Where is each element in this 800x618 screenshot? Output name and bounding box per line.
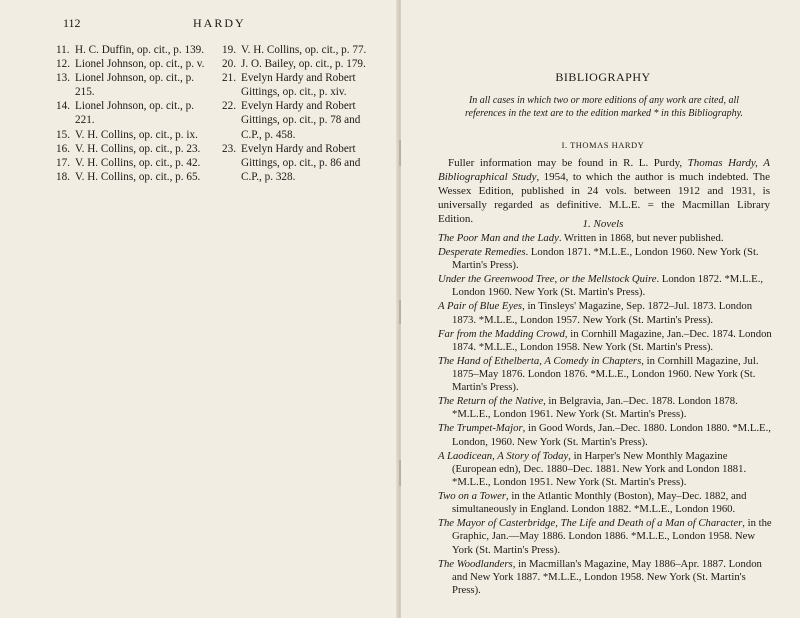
footnote-number: 13. bbox=[56, 72, 70, 85]
entry-title: Two on a Tower bbox=[438, 490, 507, 503]
page-number: 112 bbox=[63, 16, 81, 30]
entry-details: , in Belgravia, Jan.–Dec. 1878. London 1878. *M.L.E., London 1961. New York (St. Martin's Press). bbox=[452, 395, 738, 421]
intro-paragraph bbox=[438, 156, 770, 226]
footnote-text: Evelyn Hardy and Robert Gittings, op. cit., p. 86 and C.P., p. 328. bbox=[241, 142, 361, 183]
intro-title: Thomas Hardy, A Bibliographical Study bbox=[438, 157, 770, 183]
footnote-text: Evelyn Hardy and Robert Gittings, op. cit., p. 78 and C.P., p. 458. bbox=[241, 100, 361, 141]
footnote bbox=[56, 99, 216, 127]
footnote-number: 16. bbox=[56, 142, 70, 155]
footnote-text: V. H. Collins, op. cit., p. ix. bbox=[75, 128, 198, 141]
entry-details: , in the Graphic, Jan.—May 1886. London 1886. *M.L.E., London 1958. New York (St. Martin's Press). bbox=[452, 517, 772, 556]
footnote bbox=[56, 57, 216, 71]
bibliography-entry bbox=[438, 246, 772, 272]
footnote-text: V. H. Collins, op. cit., p. 23. bbox=[75, 142, 201, 155]
footnote-number: 20. bbox=[222, 58, 236, 71]
footnote bbox=[56, 43, 216, 57]
footnote-text: V. H. Collins, op. cit., p. 77. bbox=[241, 44, 367, 56]
footnote-number: 23. bbox=[222, 142, 236, 155]
entry-title: Desperate Remedies bbox=[438, 246, 526, 258]
left-page bbox=[0, 0, 399, 618]
entry-title: A Laodicean, A Story of Today bbox=[438, 449, 569, 462]
section-heading: I. THOMAS HARDY bbox=[561, 140, 645, 150]
entry-title: The Return of the Native bbox=[438, 395, 544, 408]
entry-title: Far from the Madding Crowd bbox=[438, 327, 565, 340]
footnote bbox=[56, 156, 216, 170]
bibliography-entry bbox=[438, 300, 772, 326]
entry-details: , in Harper's New Monthly Magazine (European edn), Dec. 1880–Dec. 1881. New York and London 1881. *M.L.E., London 1951. New York (St. Martin's Press). bbox=[452, 449, 747, 489]
footnote bbox=[222, 142, 374, 184]
footnote bbox=[222, 43, 374, 57]
entry-title: The Hand of Ethelberta, A Comedy in Chapters bbox=[438, 354, 642, 367]
footnote-number: 17. bbox=[56, 156, 70, 169]
bibliography-entry bbox=[438, 450, 772, 490]
bibliography-entry bbox=[438, 273, 772, 299]
bibliography-entry bbox=[438, 232, 772, 245]
footnote bbox=[222, 99, 374, 141]
footnote-text: Lionel Johnson, op. cit., p. 221. bbox=[75, 100, 195, 127]
entry-details: , in Good Words, Jan.–Dec. 1880. London 1880. *M.L.E., London, 1960. New York (St. Martin's Press). bbox=[452, 422, 771, 448]
footnote-number: 12. bbox=[56, 58, 70, 71]
entry-details: , in Cornhill Magazine, Jan.–Dec. 1874. London 1874. *M.L.E., London 1958. New York (St. Martin's Press). bbox=[452, 327, 772, 353]
footnote bbox=[222, 57, 374, 71]
footnote bbox=[56, 142, 216, 156]
notes-column-1 bbox=[56, 43, 216, 184]
bibliography-entry bbox=[438, 395, 772, 421]
footnote-number: 21. bbox=[222, 72, 236, 85]
bibliography-note: In all cases in which two or more editions of any work are cited, all references in the text are to the edition marked * in this Bibliography. bbox=[465, 95, 743, 119]
bibliography-entry bbox=[438, 328, 772, 354]
intro-text-a: Fuller information may be found in R. L. Purdy, bbox=[448, 157, 688, 169]
footnote-number: 11. bbox=[56, 44, 70, 56]
entry-title: The Mayor of Casterbridge, The Life and Death of a Man of Character bbox=[438, 517, 743, 530]
intro-text-b: , 1954, to which the author is much indebted. The Wessex Edition, published in 24 vols. between 1912 and 1931, is universally regarded as definitive. M.L.E. = the Macmillan Library Edition. bbox=[438, 171, 770, 225]
footnote-number: 19. bbox=[222, 44, 236, 56]
footnote bbox=[56, 128, 216, 142]
bibliography-entry bbox=[438, 355, 772, 395]
bibliography-entry bbox=[438, 517, 772, 557]
entry-details: . London 1872. *M.L.E., London 1960. New York (St. Martin's Press). bbox=[452, 273, 764, 299]
footnote-text: J. O. Bailey, op. cit., p. 179. bbox=[241, 58, 366, 71]
footnote bbox=[56, 170, 216, 184]
subsection-heading: 1. Novels bbox=[582, 218, 624, 230]
footnote-number: 14. bbox=[56, 100, 70, 113]
footnote-text: Evelyn Hardy and Robert Gittings, op. cit., p. xiv. bbox=[241, 72, 356, 99]
entry-details: , in Macmillan's Magazine, May 1886–Apr. 1887. London and New York 1887. *M.L.E., London 1958. New York (St. Martin's Press). bbox=[452, 557, 762, 597]
footnote-number: 22. bbox=[222, 100, 236, 113]
notes-column-2 bbox=[222, 43, 374, 184]
footnote-text: H. C. Duffin, op. cit., p. 139. bbox=[75, 44, 205, 56]
bibliography-entry bbox=[438, 490, 772, 516]
entry-details: . Written in 1868, but never published. bbox=[558, 232, 724, 244]
footnote bbox=[56, 71, 216, 99]
bibliography-heading: BIBLIOGRAPHY bbox=[555, 70, 651, 84]
entry-details: . London 1871. *M.L.E., London 1960. New York (St. Martin's Press). bbox=[452, 246, 759, 272]
entry-details: , in the Atlantic Monthly (Boston), May–Dec. 1882, and simultaneously in England. London 1882. *M.L.E., London 1960. bbox=[452, 490, 747, 516]
running-title: HARDY bbox=[193, 16, 246, 30]
entry-title: The Woodlanders bbox=[438, 557, 513, 570]
entry-title: The Poor Man and the Lady bbox=[438, 232, 559, 244]
entry-title: The Trumpet-Major bbox=[438, 422, 523, 435]
entry-details: , in Cornhill Magazine, Jul. 1875–May 1876. London 1876. *M.L.E., London 1960. New York (St. Martin's Press). bbox=[452, 354, 759, 394]
bibliography-entry bbox=[438, 422, 772, 448]
footnote-text: Lionel Johnson, op. cit., p. 215. bbox=[75, 72, 195, 99]
footnote bbox=[222, 71, 374, 99]
footnote-text: V. H. Collins, op. cit., p. 65. bbox=[75, 170, 201, 183]
entry-details: , in Tinsleys' Magazine, Sep. 1872–Jul. 1873. London 1873. *M.L.E., London 1957. New York (St. Martin's Press). bbox=[452, 300, 753, 326]
bibliography-entry bbox=[438, 558, 772, 598]
entry-title: A Pair of Blue Eyes bbox=[438, 300, 523, 313]
footnote-number: 18. bbox=[56, 170, 70, 183]
entry-title: Under the Greenwood Tree, or the Mellstock Quire bbox=[438, 273, 657, 286]
bibliography-entries bbox=[438, 232, 772, 598]
footnote-text: Lionel Johnson, op. cit., p. v. bbox=[75, 58, 205, 71]
footnote-text: V. H. Collins, op. cit., p. 42. bbox=[75, 156, 201, 169]
footnote-number: 15. bbox=[56, 128, 70, 141]
